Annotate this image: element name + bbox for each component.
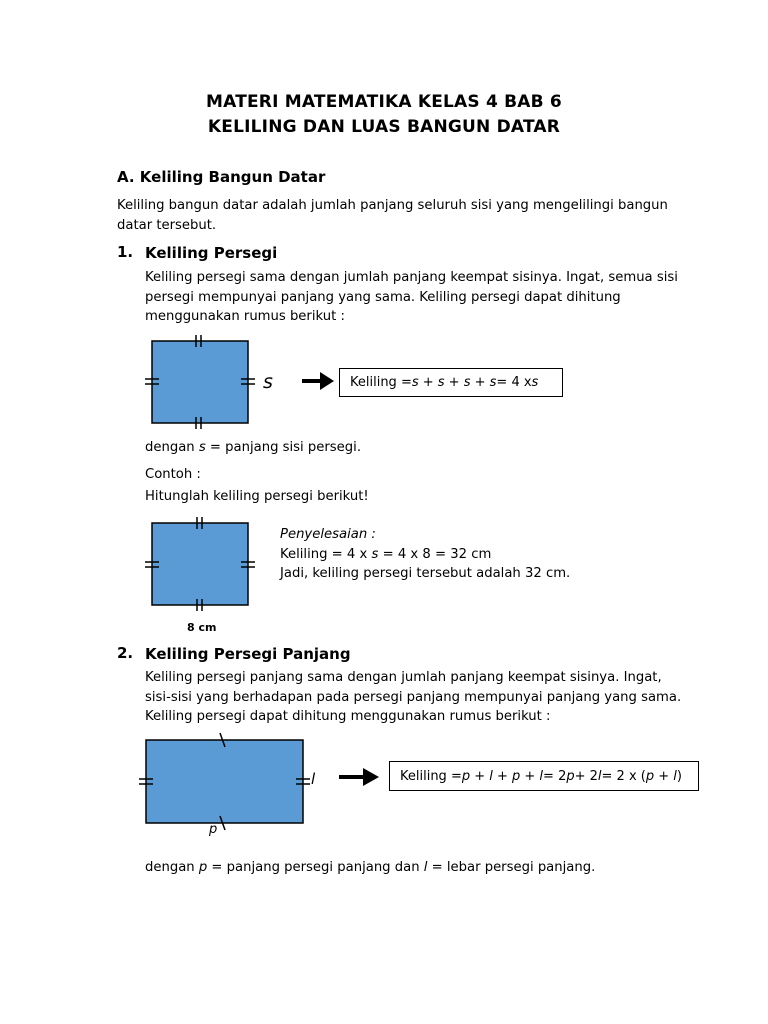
item2-text: Keliling persegi panjang sama dengan jumlah panjang keempat sisinya. Ingat, sisi-sisi yang berhadapan pada persegi panjang mempunyai panjang yang sama. Keliling persegi dapat dihitung menggunakan rumus berikut : — [145, 670, 682, 724]
formula-var: s — [531, 375, 539, 390]
width-label-l: l — [311, 770, 316, 788]
example-question: Hitunglah keliling persegi berikut! — [145, 489, 369, 504]
solution-calc: Keliling = 4 x s = 4 x 8 = 32 cm — [280, 547, 492, 562]
solution-conclusion: Jadi, keliling persegi tersebut adalah 32 cm. — [280, 566, 571, 581]
formula-box-rectangle: Keliling = p + l + p + l = 2 p + 2 l = 2 x ( p + l ) — [389, 761, 699, 791]
item1-text: Keliling persegi sama dengan jumlah panjang keempat sisinya. Ingat, semua sisi persegi mempunyai panjang yang sama. Keliling persegi dapat dihitung menggunakan rumus berikut : — [145, 270, 678, 324]
item2-definition: dengan p = panjang persegi panjang dan l = lebar persegi panjang. — [145, 860, 596, 875]
page-title: MATERI MATEMATIKA KELAS 4 BAB 6 — [206, 92, 562, 112]
section-a-heading: A. Keliling Bangun Datar — [117, 168, 326, 186]
section-a-intro: Keliling bangun datar adalah jumlah panjang seluruh sisi yang mengelilingi bangun datar tersebut. — [117, 198, 668, 233]
formula-box-square — [339, 368, 563, 397]
side-label-s: s — [263, 371, 273, 393]
formula-label: Keliling = — [350, 375, 412, 390]
rectangle-diagram — [135, 730, 315, 835]
solution-label: Penyelesaian : — [280, 527, 376, 542]
example-square-diagram — [140, 515, 265, 610]
item2-heading: Keliling Persegi Panjang — [145, 645, 351, 663]
item2-number: 2. — [117, 644, 134, 662]
length-label-p: p — [209, 822, 218, 837]
rectangle-shape — [146, 740, 303, 823]
example-side-label: 8 cm — [187, 621, 217, 634]
page-subtitle: KELILING DAN LUAS BANGUN DATAR — [207, 117, 561, 137]
arrow-icon — [339, 766, 381, 788]
formula-expr: s + s + s + s — [411, 375, 497, 390]
example-square-shape — [152, 523, 248, 605]
square-diagram — [140, 333, 280, 433]
item1-definition: dengan s = panjang sisi persegi. — [145, 440, 362, 455]
item1-number: 1. — [117, 243, 134, 261]
formula-mid: = 4 x — [496, 375, 532, 390]
square-shape — [152, 341, 248, 423]
item1-heading: Keliling Persegi — [145, 244, 278, 262]
arrow-icon — [302, 370, 336, 392]
example-label: Contoh : — [145, 467, 201, 482]
